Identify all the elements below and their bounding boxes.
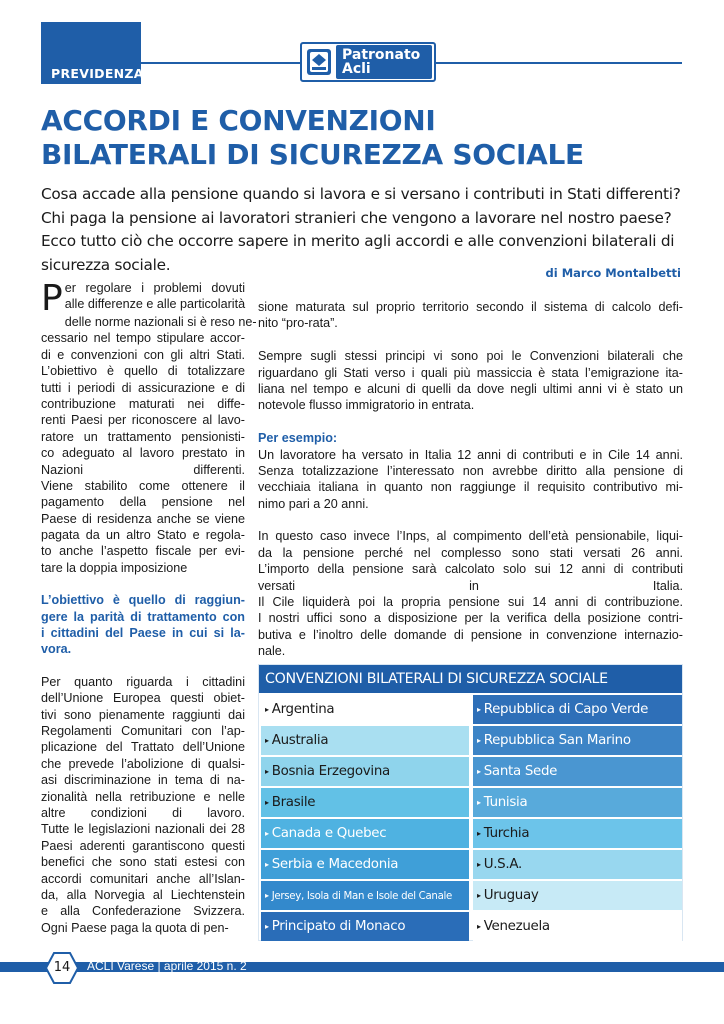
body-line: ratore un trattamento pensionisti- [41, 429, 245, 444]
bullet-arrow-icon: ▸ [265, 767, 269, 776]
body-line: Per quanto riguarda i cittadini [41, 674, 245, 689]
country-name: Santa Sede [483, 764, 558, 779]
country-cell [473, 726, 682, 755]
article-title [41, 104, 681, 172]
body-line: Viene stabilito come ottenere il [41, 478, 245, 493]
country-cell [261, 912, 469, 941]
country-cell [473, 850, 682, 879]
body-line: zionalità nella retribuzione e nelle [41, 789, 245, 804]
body-line: altre condizioni di lavoro. [41, 805, 245, 820]
country-cell [261, 819, 469, 848]
country-cell [261, 726, 469, 755]
body-line: liana nel tempo e alcuni di quelli da dove negli ultimi anni vi è stato un [258, 381, 683, 396]
body-line: contribuzione maturati nei diffe- [41, 396, 245, 411]
bullet-arrow-icon: ▸ [265, 891, 269, 900]
right-paragraph-3 [258, 447, 683, 513]
lead-line: sicurezza sociale. [41, 255, 171, 274]
country-name: Principato di Monaco [271, 919, 406, 934]
body-line: riguardano gli Stati verso i quali più massiccia è stata l’emigrazione ita- [258, 365, 683, 380]
left-paragraph-2 [41, 674, 245, 936]
body-line: versati in Italia. [258, 578, 683, 593]
country-cell [473, 912, 682, 941]
body-line: da la pensione perché nel complesso sono stati versati 26 anni. [258, 545, 683, 560]
lead-line: Cosa accade alla pensione quando si lavora e si versano i contributi in Stati differenti? [41, 185, 681, 203]
country-cell [473, 819, 682, 848]
country-name: Brasile [271, 795, 316, 810]
body-line: Senza totalizzazione l’interessato non avrebbe diritto alla pensione di [258, 463, 683, 478]
country-cell [473, 881, 682, 910]
country-cell [261, 757, 469, 786]
right-paragraph-1 [258, 299, 683, 332]
title-line: ACCORDI E CONVENZIONI [41, 104, 436, 137]
pull-quote [41, 592, 245, 658]
bullet-arrow-icon: ▸ [265, 798, 269, 807]
bullet-arrow-icon: ▸ [477, 922, 481, 931]
bullet-arrow-icon: ▸ [477, 891, 481, 900]
conventions-box [258, 664, 683, 941]
country-cell [473, 695, 682, 724]
body-line: Il Cile liquiderà poi la propria pensione sui 14 anni di contribuzione. [258, 595, 683, 610]
body-line: Regolamenti Comunitari con l’ap- [41, 723, 245, 738]
article-lead [41, 183, 686, 277]
body-line: Tutte le legislazioni nazionali dei 28 [41, 822, 245, 837]
body-line: tare la doppia imposizione [41, 560, 188, 575]
page-number: 14 [53, 960, 71, 975]
body-line: tutti i periodi di assicurazione e di [41, 380, 245, 395]
bullet-arrow-icon: ▸ [477, 860, 481, 869]
country-name: U.S.A. [483, 857, 522, 872]
right-paragraph-4 [258, 528, 683, 659]
opening-lines [41, 278, 246, 319]
body-line: er regolare i problemi dovuti [64, 281, 245, 295]
body-line: butiva e l’inoltro delle domande di pensione in convenzione internazio- [258, 627, 683, 642]
body-line: alle differenze e alle particolarità [64, 297, 246, 312]
country-name: Argentina [271, 702, 335, 717]
body-line: L’importo della pensione sarà calcolato solo sui 12 anni di contributi [258, 562, 683, 577]
body-line: da, alla Norvegia al Liechtenstein [41, 887, 245, 902]
country-name: Australia [271, 733, 329, 748]
bullet-arrow-icon: ▸ [477, 767, 481, 776]
body-line: vecchiaia italiana in quanto non raggiunge il requisito contributivo mi- [258, 480, 683, 495]
lead-line: Chi paga la pensione ai lavoratori stranieri che vengono a lavorare nel nostro paese? [41, 208, 672, 227]
body-line: cessario nel tempo stipulare accor- [41, 331, 245, 346]
country-name: Repubblica San Marino [483, 733, 631, 748]
body-line: pagamento della pensione nel [41, 495, 245, 510]
body-line: Paese di residenza anche se viene [41, 511, 245, 526]
conventions-box-title: CONVENZIONI BILATERALI DI SICUREZZA SOCIALE [259, 665, 682, 693]
body-line: Ogni Paese paga la quota di pen- [41, 920, 229, 935]
bullet-arrow-icon: ▸ [477, 798, 481, 807]
byline: di Marco Montalbetti [545, 266, 681, 280]
body-line: dell’Unione Europea questi obiet- [41, 691, 245, 706]
country-cell [261, 850, 469, 879]
logo-wordmark [336, 45, 432, 79]
body-line: L’obiettivo è quello di totalizzare [41, 364, 245, 379]
country-cell [473, 788, 682, 817]
example-heading: Per esempio: [258, 431, 338, 446]
body-line: tivi sono pienamente raggiunti dai [41, 707, 245, 722]
body-line: L’obiettivo è quello di raggiun- [41, 593, 245, 608]
left-column [41, 278, 257, 936]
body-line: pagata da un altro Stato e regola- [41, 528, 245, 543]
body-line: asi discriminazione in tema di na- [41, 773, 245, 788]
bullet-arrow-icon: ▸ [265, 705, 269, 714]
body-line: Un lavoratore ha versato in Italia 12 anni di contributi e in Cile 14 anni. [258, 447, 683, 462]
body-line: i cittadini del Paese in cui si la- [41, 626, 245, 641]
country-name: Uruguay [483, 888, 539, 903]
body-line: e alla Confederazione Svizzera. [41, 904, 245, 919]
body-line: nito “pro-rata”. [258, 316, 338, 331]
left-paragraph-1 [41, 314, 257, 576]
body-line: che prevede l’abolizione di qualsi- [41, 756, 245, 771]
body-line: co adeguato al lavoro prestato in [41, 446, 245, 461]
body-line: vora. [41, 642, 72, 657]
footer-issue: ACLI Varese | aprile 2015 n. 2 [87, 959, 247, 973]
body-line: delle norme nazionali si è reso ne- [64, 315, 257, 329]
drop-cap: P [41, 278, 63, 319]
country-name: Serbia e Macedonia [271, 857, 399, 872]
bullet-arrow-icon: ▸ [477, 736, 481, 745]
body-line: plicazione del Trattato dell’Unione [41, 740, 245, 755]
body-line: In questo caso invece l’Inps, al compimento dell’età pensionabile, liqui- [258, 529, 683, 544]
bullet-arrow-icon: ▸ [477, 829, 481, 838]
bullet-arrow-icon: ▸ [265, 736, 269, 745]
bullet-arrow-icon: ▸ [477, 705, 481, 714]
acli-emblem-icon [306, 48, 332, 76]
bullet-arrow-icon: ▸ [265, 860, 269, 869]
body-line: to anche l’aspetto fiscale per evi- [41, 544, 245, 559]
country-name: Canada e Quebec [271, 826, 387, 841]
body-line: Nazioni differenti. [41, 462, 245, 477]
country-name: Tunisia [483, 795, 528, 810]
body-line: nale. [258, 644, 286, 659]
body-line: benefici che sono stati estesi con [41, 855, 245, 870]
body-line: notevole flusso immigratorio in entrata. [258, 398, 475, 413]
body-line: I nostri uffici sono a disposizione per la verifica della posizione contri- [258, 611, 683, 626]
body-line: di e convenzioni con gli altri Stati. [41, 347, 245, 362]
body-line: gere la parità di trattamento con [41, 609, 245, 624]
body-line: sione maturata sul proprio territorio secondo il sistema di calcolo defi- [258, 300, 683, 314]
body-line: nimo pari a 20 anni. [258, 496, 369, 511]
country-cell [261, 881, 469, 910]
body-line: Sempre sugli stessi principi vi sono poi le Convenzioni bilaterali che [258, 349, 683, 364]
country-cell [261, 695, 469, 724]
country-name: Turchia [483, 826, 530, 841]
right-paragraph-2 [258, 348, 683, 414]
logo-line-1: Patronato [342, 47, 421, 63]
country-cell [473, 757, 682, 786]
body-line: renti Paesi per riconoscere al lavo- [41, 413, 245, 428]
patronato-acli-logo [300, 42, 436, 82]
section-label: PREVIDENZA [51, 66, 144, 81]
country-name: Bosnia Erzegovina [271, 764, 390, 779]
lead-line: Ecco tutto ciò che occorre sapere in merito agli accordi e alle convenzioni bilaterali di [41, 232, 675, 251]
country-name: Jersey, Isola di Man e Isole del Canale [271, 891, 453, 902]
logo-line-2: Acli [342, 61, 371, 77]
title-line: BILATERALI DI SICUREZZA SOCIALE [41, 138, 584, 171]
country-name: Repubblica di Capo Verde [483, 702, 649, 717]
bullet-arrow-icon: ▸ [265, 829, 269, 838]
bullet-arrow-icon: ▸ [265, 922, 269, 931]
body-line: accordi comunitari anche all’Islan- [41, 871, 245, 886]
country-name: Venezuela [483, 919, 550, 934]
right-column [258, 299, 683, 660]
body-line: Paesi aderenti garantiscono questi [41, 838, 245, 853]
country-cell [261, 788, 469, 817]
